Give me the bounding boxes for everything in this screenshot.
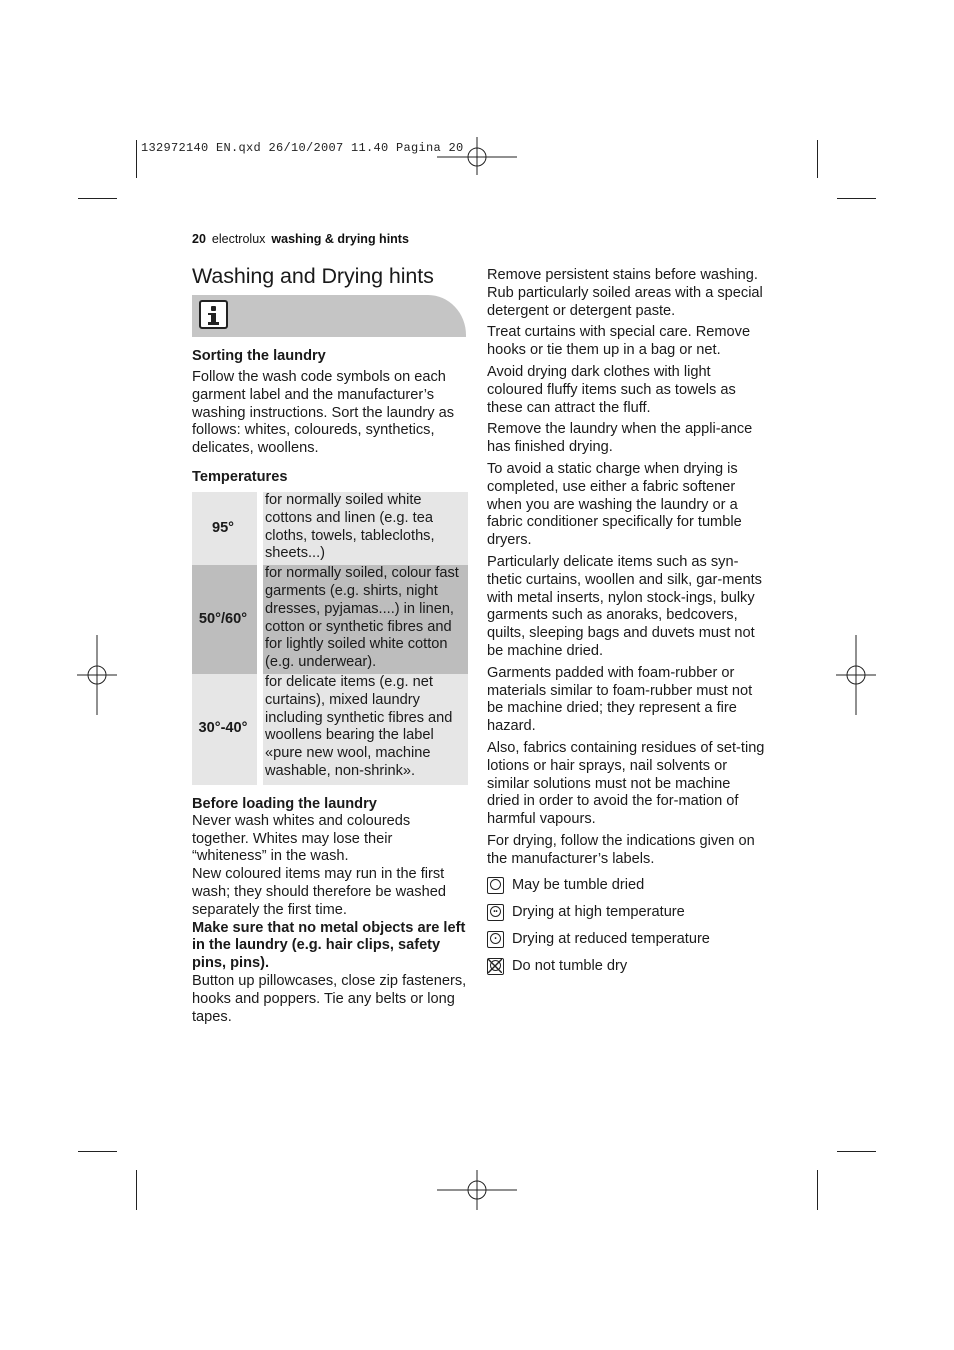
- list-item: [487, 953, 765, 980]
- info-icon: [199, 300, 228, 329]
- symbol-label: Drying at reduced temperature: [512, 931, 710, 947]
- temp-cell: 95°: [192, 492, 263, 565]
- right-column: [487, 267, 765, 980]
- temp-desc-cell: for normally soiled white cottons and linen (e.g. tea cloths, towels, tablecloths, sheets...): [263, 492, 468, 565]
- tip-foam-rubber: Garments padded with foam-rubber or materials similar to foam-rubber must not be machine dried; they represent a fire hazard.: [487, 664, 753, 735]
- left-column: [192, 264, 468, 1026]
- list-item: [487, 899, 765, 926]
- temperatures-heading: Temperatures: [192, 468, 288, 485]
- temp-desc-cell: for normally soiled, colour fast garments (e.g. shirts, night dresses, pyjamas....) in linen, cotton or synthetic fibres and for lightly soiled white cotton (e.g. underwear).: [263, 565, 468, 674]
- tip-static: To avoid a static charge when drying is completed, use either a fabric softener when you are washing the laundry or a fabric conditioner specifically for tumble dryers.: [487, 460, 742, 549]
- table-row: [192, 565, 468, 674]
- brand-name: electrolux: [211, 232, 266, 246]
- list-item: [487, 926, 765, 953]
- tumble-dry-icon: [487, 877, 504, 894]
- tip-stains: Remove persistent stains before washing.: [487, 267, 758, 283]
- table-row: [192, 492, 468, 565]
- tip-delicate: Particularly delicate items such as syn-thetic curtains, woollen and silk, gar-ments with metal inserts, nylon stock-ings, bulky garments such as anoraks, bedcovers, quilts, sleeping bags and duvets must not be machine dried.: [487, 553, 762, 659]
- tip-lotions: Also, fabrics containing residues of set-ting lotions or hair sprays, nail solvents or similar solutions must not be machine dried in order to avoid the for-mation of harmful vapours.: [487, 739, 765, 828]
- sorting-heading: Sorting the laundry: [192, 348, 326, 364]
- registration-mark-right: [836, 635, 876, 715]
- section-name: washing & drying hints: [271, 232, 409, 246]
- tip-labels: For drying, follow the indications given on the manufacturer’s labels.: [487, 832, 755, 867]
- symbol-label: Do not tumble dry: [512, 958, 628, 974]
- list-item: [487, 872, 765, 899]
- temp-cell: 30°-40°: [192, 674, 263, 785]
- tip-dark-clothes: Avoid drying dark clothes with light coloured fluffy items such as towels as these can attract the fluff.: [487, 363, 736, 416]
- page-title: Washing and Drying hints: [192, 264, 434, 288]
- before-loading-p1: Never wash whites and coloureds together. Whites may lose their “whiteness” in the wash.: [192, 812, 411, 865]
- file-slug: 132972140 EN.qxd 26/10/2007 11.40 Pagina 20: [141, 141, 464, 155]
- tumble-dry-low-icon: •: [487, 931, 504, 948]
- temp-desc-cell: for delicate items (e.g. net curtains), mixed laundry including synthetic fibres and woollens bearing the label «pure new wool, machine washable, non-shrink».: [263, 674, 468, 785]
- tip-rub: Rub particularly soiled areas with a special detergent or detergent paste.: [487, 284, 763, 319]
- page-number: 20: [192, 232, 206, 246]
- registration-mark-left: [77, 635, 117, 715]
- tip-remove-laundry: Remove the laundry when the appli-ance has finished drying.: [487, 421, 753, 456]
- temp-cell: 50°/60°: [192, 565, 263, 674]
- registration-mark-bottom: [437, 1170, 517, 1210]
- do-not-tumble-dry-icon: [487, 958, 504, 975]
- before-loading-p3: Button up pillowcases, close zip fasteners, hooks and poppers. Tie any belts or long tapes.: [192, 972, 467, 1025]
- before-loading-p2: New coloured items may run in the first wash; they should therefore be washed separately the first time.: [192, 866, 446, 918]
- metal-objects-warning: Make sure that no metal objects are left in the laundry (e.g. hair clips, safety pins, pins).: [192, 919, 466, 972]
- before-loading-heading: Before loading the laundry: [192, 795, 377, 812]
- info-band: [192, 295, 466, 337]
- sorting-body: Follow the wash code symbols on each garment label and the manufacturer’s washing instructions. Sort the laundry as follows: whites, coloureds, synthetics, delicates, woollens.: [192, 369, 455, 457]
- symbol-label: May be tumble dried: [512, 877, 645, 893]
- drying-symbols: [487, 872, 765, 980]
- tip-curtains: Treat curtains with special care. Remove hooks or tie them up in a bag or net.: [487, 324, 751, 359]
- table-row: [192, 674, 468, 785]
- running-header: [192, 232, 409, 246]
- temperature-table: [192, 492, 468, 785]
- symbol-label: Drying at high temperature: [512, 904, 685, 920]
- tumble-dry-high-icon: ••: [487, 904, 504, 921]
